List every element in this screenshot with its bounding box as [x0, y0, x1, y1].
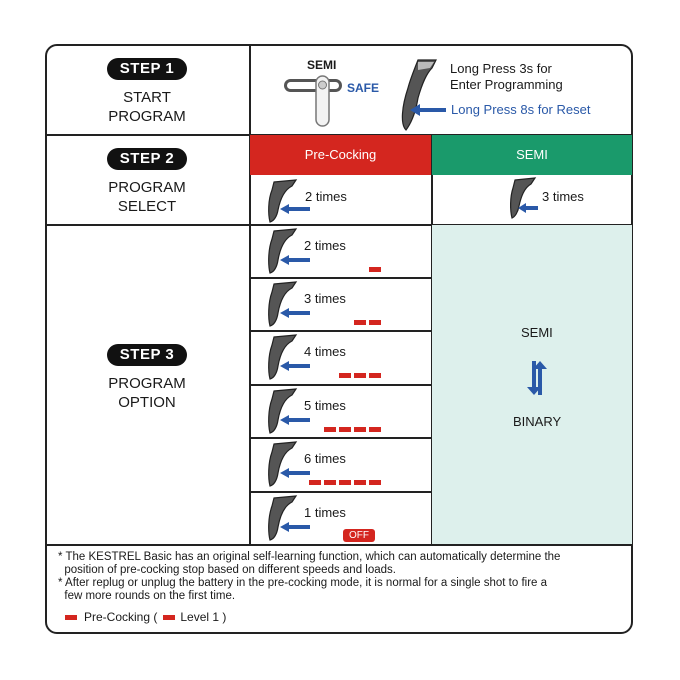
- row-divider: [250, 384, 431, 386]
- level-bar: [369, 267, 381, 272]
- precock-times-text: 2 times: [305, 189, 347, 204]
- trigger-icon: [266, 227, 300, 275]
- level-bar: [369, 480, 381, 485]
- press-arrow-icon: [278, 360, 312, 372]
- trigger-icon-step2-precock: [266, 178, 300, 224]
- legend-level-label: Level 1 ): [180, 610, 227, 624]
- step2-title: PROGRAM SELECT: [108, 179, 186, 215]
- step3-pill: STEP 3: [107, 344, 187, 366]
- press-arrow-icon-step2: [278, 203, 312, 215]
- level-bar: [339, 373, 351, 378]
- trigger-icon: [266, 494, 300, 542]
- level-bar: [339, 480, 351, 485]
- option-times: 5 times: [304, 398, 346, 413]
- legend: [65, 610, 226, 624]
- level-bar: [324, 480, 336, 485]
- note-self-learning: * The KESTREL Basic has an original self-learning function, which can automatically determine the position of pre-cocking stop based on different speeds and loads.: [58, 551, 561, 576]
- option-row: [250, 225, 431, 278]
- press-arrow-icon: [278, 521, 312, 533]
- semi-label: SEMI: [307, 58, 337, 72]
- legend-level-swatch: [163, 615, 175, 620]
- level-bar: [354, 427, 366, 432]
- trigger-icon: [266, 440, 300, 488]
- selector-switch-icon: [282, 74, 346, 128]
- level-bar: [369, 373, 381, 378]
- level-bar: [369, 427, 381, 432]
- option-times: 4 times: [304, 344, 346, 359]
- level-bars: [354, 320, 381, 325]
- option-row: [250, 385, 431, 438]
- row-divider: [250, 277, 431, 279]
- step1-pill: STEP 1: [107, 58, 187, 80]
- level-bar: [369, 320, 381, 325]
- long-press-3s-text: Long Press 3s for Enter Programming: [450, 61, 563, 92]
- option-times: 6 times: [304, 451, 346, 466]
- trigger-icon: [266, 387, 300, 435]
- legend-precock-swatch: [65, 615, 77, 620]
- press-arrow-icon: [278, 307, 312, 319]
- level-bar: [309, 480, 321, 485]
- level-bars: [339, 373, 381, 378]
- option-semi-label: SEMI: [521, 325, 553, 340]
- note-battery: * After replug or unplug the battery in the pre-cocking mode, it is normal for a single shot to fire a few more rounds on the first time.: [58, 577, 548, 602]
- tab-pre-cocking: Pre-Cocking: [250, 135, 431, 175]
- tab-semi: SEMI: [432, 135, 632, 175]
- reset-arrow-icon: [408, 103, 448, 117]
- off-badge: OFF: [343, 529, 375, 542]
- trigger-icon: [266, 280, 300, 328]
- option-binary-label: BINARY: [513, 414, 562, 429]
- level-bars: [369, 267, 381, 272]
- level-bars: [309, 480, 381, 485]
- option-row: [250, 492, 431, 545]
- level-bar: [354, 480, 366, 485]
- level-bar: [324, 427, 336, 432]
- level-bar: [339, 427, 351, 432]
- option-times: 3 times: [304, 291, 346, 306]
- long-press-8s-text: Long Press 8s for Reset: [451, 102, 591, 117]
- row-divider: [250, 330, 431, 332]
- semi-times-text: 3 times: [542, 189, 584, 204]
- press-arrow-icon: [278, 467, 312, 479]
- press-arrow-icon-step2-semi: [516, 202, 540, 214]
- row-divider: [250, 491, 431, 493]
- option-row: [250, 331, 431, 384]
- step1-title: START PROGRAM: [108, 89, 186, 125]
- level-bars: [324, 427, 381, 432]
- option-times: 1 times: [304, 505, 346, 520]
- option-times: 2 times: [304, 238, 346, 253]
- press-arrow-icon: [278, 254, 312, 266]
- option-row: [250, 278, 431, 331]
- option-row: [250, 438, 431, 491]
- step3-title: PROGRAM OPTION: [108, 375, 186, 411]
- level-bar: [354, 320, 366, 325]
- swap-arrows-icon: [524, 359, 550, 397]
- press-arrow-icon: [278, 414, 312, 426]
- level-bar: [354, 373, 366, 378]
- step2-pill: STEP 2: [107, 148, 187, 170]
- trigger-icon-step1: [396, 58, 440, 132]
- trigger-icon: [266, 333, 300, 381]
- legend-precock-label: Pre-Cocking (: [84, 610, 158, 624]
- row-divider: [250, 437, 431, 439]
- safe-label: SAFE: [347, 81, 380, 95]
